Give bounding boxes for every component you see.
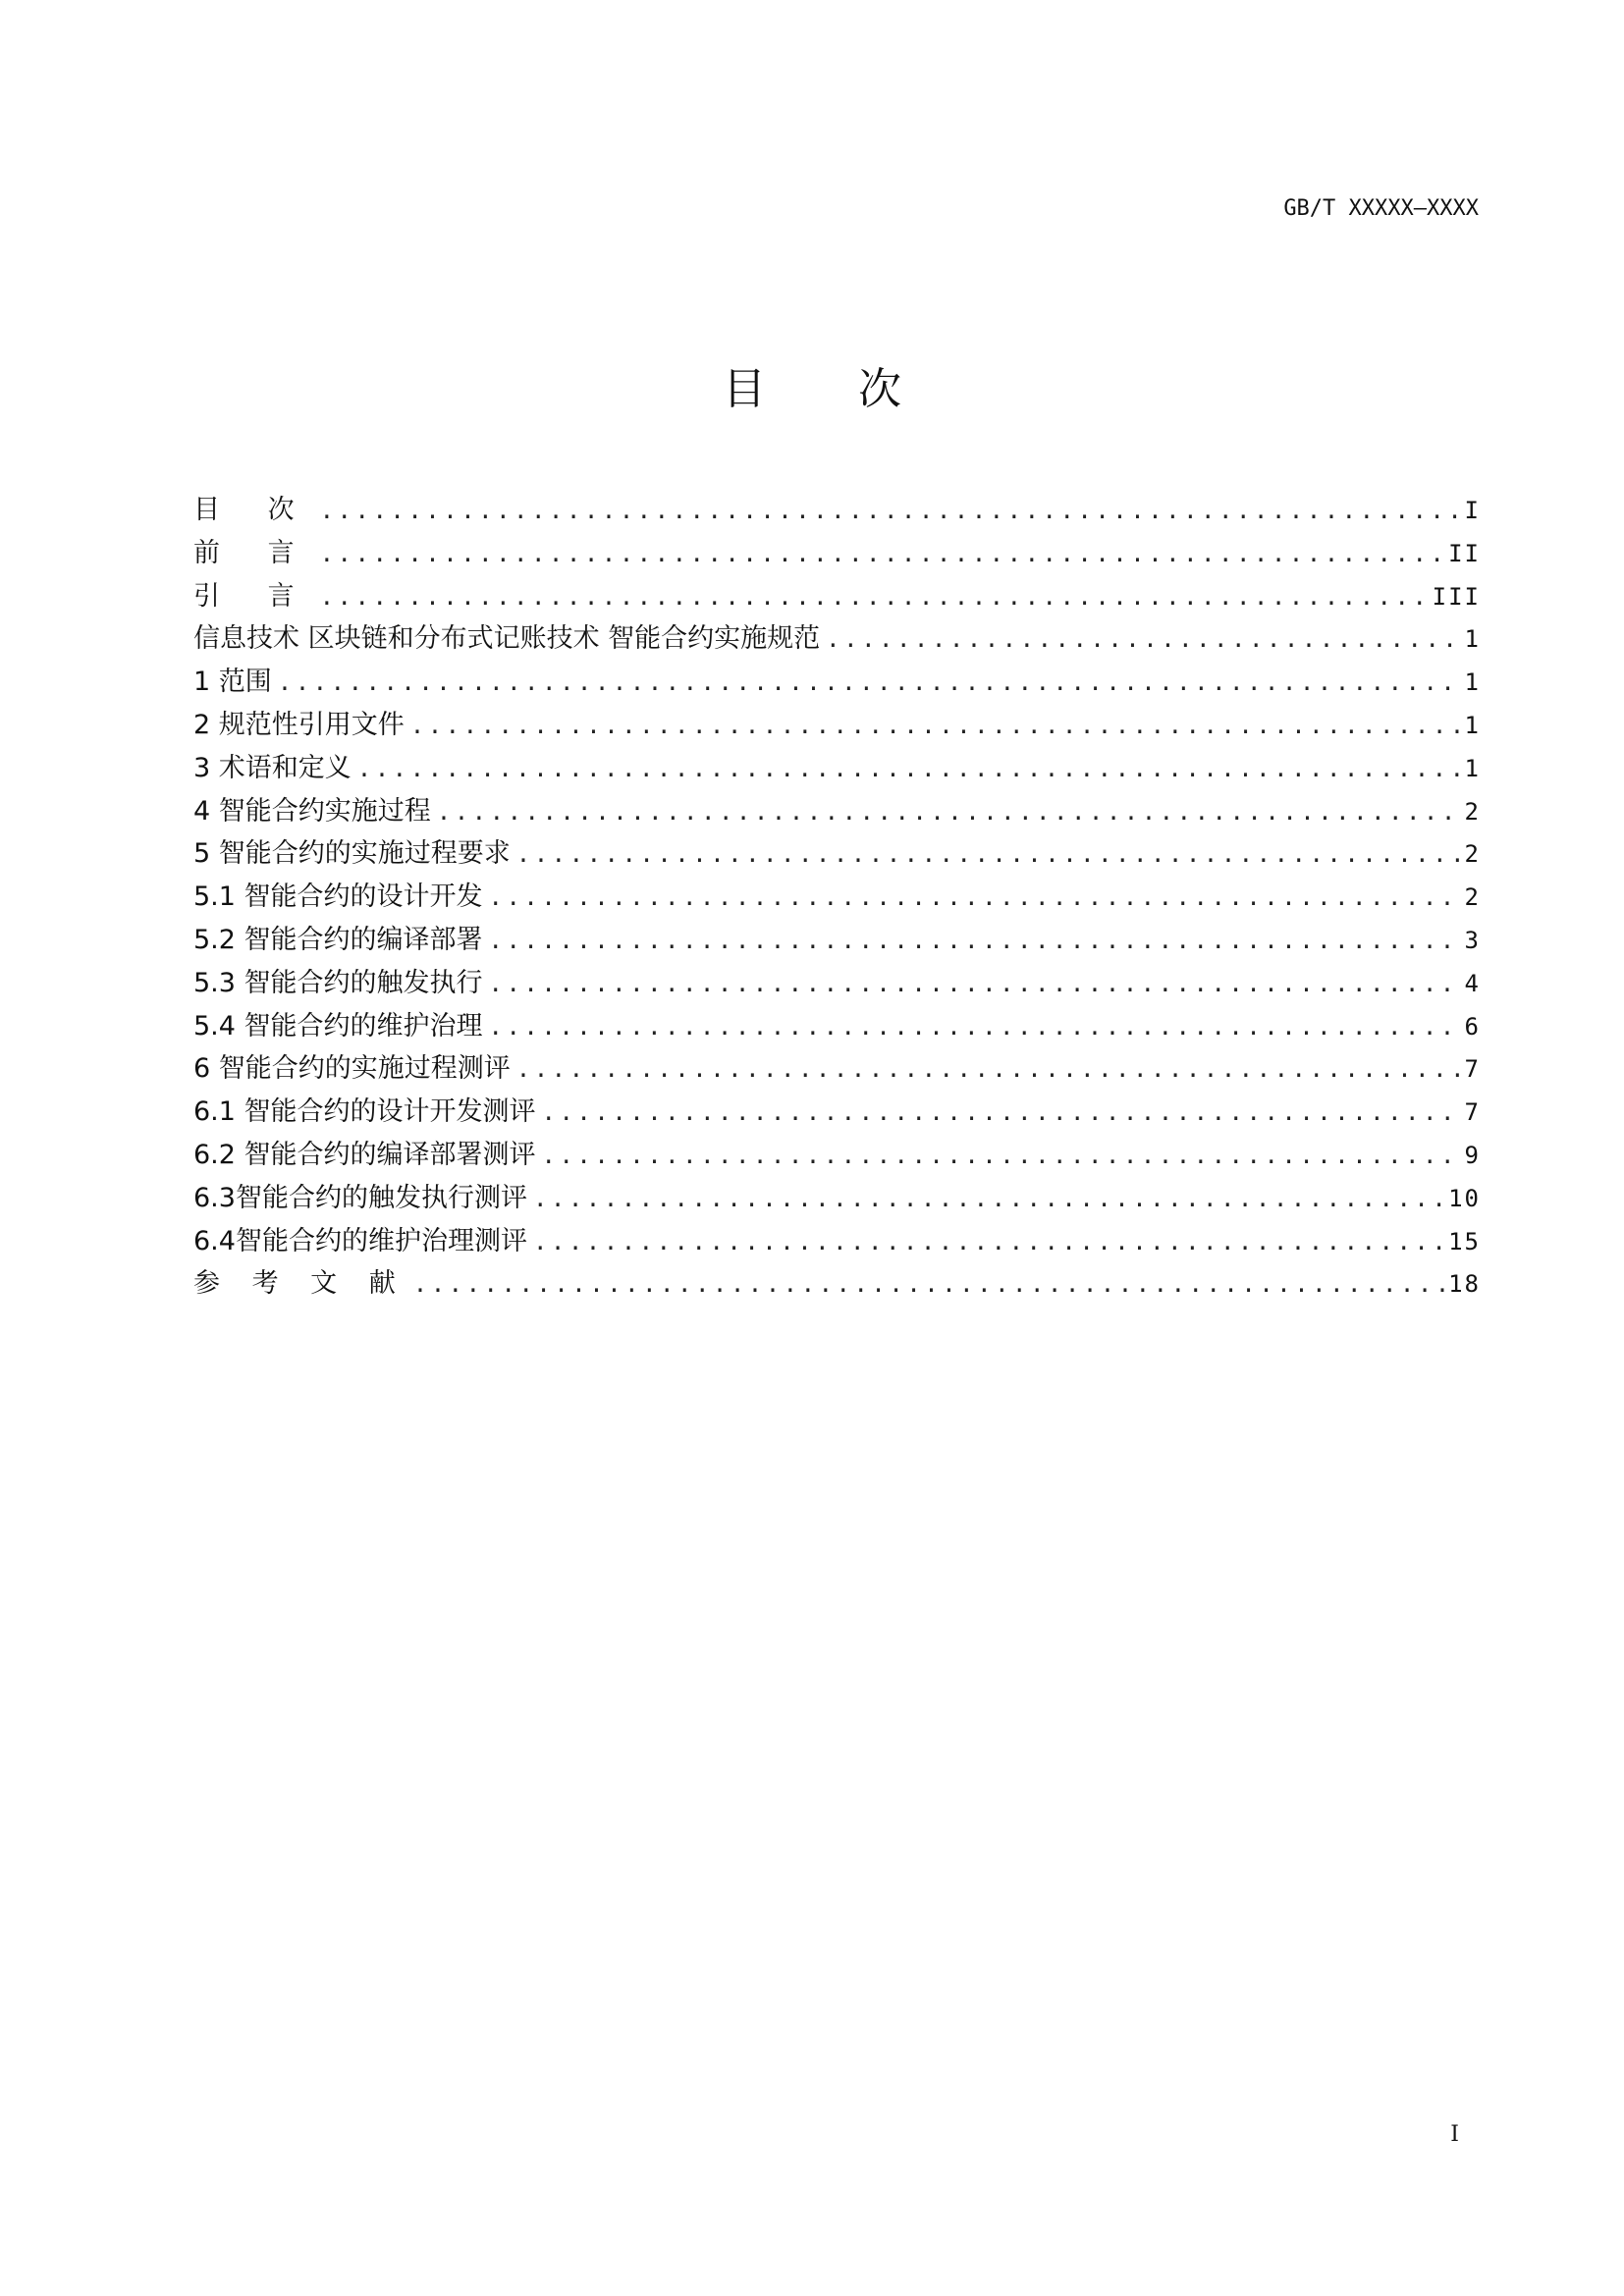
- toc-entry-label: 5 智能合约的实施过程要求: [193, 838, 511, 870]
- toc-dot-leader: [533, 1178, 1444, 1221]
- toc-title: 目 次: [723, 364, 941, 414]
- toc-entry-section-5[interactable]: [193, 832, 1481, 876]
- toc-dot-leader: [489, 963, 1461, 1006]
- toc-entry-section-3[interactable]: [193, 747, 1481, 790]
- toc-entry-section-1[interactable]: [193, 661, 1481, 704]
- toc-entry-section-5-4[interactable]: [193, 1005, 1481, 1048]
- toc-entry-label: 前 言: [193, 537, 314, 568]
- toc-dot-leader: [320, 576, 1429, 619]
- table-of-contents: [193, 489, 1481, 1306]
- toc-dot-leader: [826, 618, 1460, 662]
- toc-entry-page: 10: [1448, 1184, 1481, 1212]
- toc-entry-page: 3: [1464, 926, 1481, 954]
- toc-entry-page: 4: [1464, 969, 1481, 997]
- toc-dot-leader: [357, 748, 1461, 791]
- toc-entry-page: 1: [1464, 711, 1481, 739]
- toc-dot-leader: [278, 662, 1461, 705]
- toc-entry-label: 4 智能合约实施过程: [193, 795, 431, 827]
- toc-dot-leader: [320, 490, 1461, 533]
- toc-entry-page: 6: [1464, 1012, 1481, 1041]
- toc-entry-label: 6.2 智能合约的编译部署测评: [193, 1139, 536, 1170]
- toc-entry-label: 1 范围: [193, 667, 272, 698]
- toc-entry-label: 6.4智能合约的维护治理测评: [193, 1225, 527, 1256]
- toc-entry-page: 9: [1464, 1141, 1481, 1169]
- toc-entry-bibliography[interactable]: [193, 1262, 1481, 1306]
- toc-entry-page: 7: [1464, 1055, 1481, 1084]
- toc-entry-introduction[interactable]: [193, 575, 1481, 618]
- toc-entry-label: 6.1 智能合约的设计开发测评: [193, 1096, 536, 1128]
- toc-entry-section-4[interactable]: [193, 790, 1481, 833]
- toc-entry-section-6[interactable]: [193, 1047, 1481, 1091]
- toc-entry-page: 18: [1448, 1270, 1481, 1299]
- toc-entry-label: 6 智能合约的实施过程测评: [193, 1053, 511, 1085]
- toc-dot-leader: [410, 705, 1461, 748]
- toc-entry-page: 1: [1464, 668, 1481, 697]
- toc-entry-label: 5.2 智能合约的编译部署: [193, 924, 483, 955]
- toc-entry-page: I: [1464, 497, 1481, 524]
- toc-dot-leader: [489, 877, 1461, 920]
- toc-dot-leader: [489, 920, 1461, 963]
- toc-dot-leader: [437, 791, 1461, 834]
- toc-entry-label: 引 言: [193, 580, 314, 612]
- toc-entry-section-6-2[interactable]: [193, 1134, 1481, 1177]
- toc-entry-section-5-3[interactable]: [193, 962, 1481, 1005]
- toc-dot-leader: [542, 1092, 1461, 1135]
- toc-entry-page: II: [1448, 539, 1481, 567]
- toc-entry-label: 目 次: [193, 495, 314, 525]
- toc-entry-label: 参 考 文 献: [193, 1268, 407, 1300]
- toc-entry-foreword[interactable]: [193, 532, 1481, 575]
- toc-dot-leader: [413, 1263, 1444, 1307]
- toc-dot-leader: [489, 1006, 1461, 1049]
- toc-dot-leader: [533, 1221, 1444, 1264]
- toc-entry-label: 5.3 智能合约的触发执行: [193, 967, 483, 998]
- page-number: I: [1450, 2122, 1459, 2147]
- toc-entry-section-6-4[interactable]: [193, 1220, 1481, 1263]
- toc-entry-section-5-1[interactable]: [193, 876, 1481, 919]
- toc-dot-leader: [320, 533, 1445, 576]
- toc-dot-leader: [516, 833, 1461, 877]
- toc-entry-section-6-1[interactable]: [193, 1091, 1481, 1134]
- toc-entry-section-6-3[interactable]: [193, 1177, 1481, 1220]
- toc-entry-document-title[interactable]: [193, 617, 1481, 661]
- toc-entry-label: 5.4 智能合约的维护治理: [193, 1010, 483, 1041]
- toc-entry-section-5-2[interactable]: [193, 919, 1481, 962]
- toc-entry-page: 2: [1464, 840, 1481, 869]
- toc-entry-label: 5.1 智能合约的设计开发: [193, 881, 483, 913]
- toc-entry-page: 7: [1464, 1098, 1481, 1127]
- toc-dot-leader: [542, 1135, 1461, 1178]
- toc-entry-contents[interactable]: [193, 489, 1481, 532]
- toc-entry-label: 2 规范性引用文件: [193, 709, 405, 740]
- document-code: GB/T XXXXX—XXXX: [1283, 196, 1479, 221]
- toc-entry-page: 1: [1464, 754, 1481, 782]
- toc-entry-page: 15: [1448, 1227, 1481, 1255]
- toc-entry-label: 3 术语和定义: [193, 752, 352, 783]
- toc-entry-label: 6.3智能合约的触发执行测评: [193, 1182, 527, 1213]
- toc-entry-label: 信息技术 区块链和分布式记账技术 智能合约实施规范: [193, 623, 821, 655]
- toc-entry-page: 2: [1464, 797, 1481, 826]
- toc-entry-section-2[interactable]: [193, 704, 1481, 747]
- toc-entry-page: 2: [1464, 883, 1481, 912]
- toc-entry-page: III: [1432, 582, 1481, 611]
- toc-entry-page: 1: [1464, 625, 1481, 654]
- toc-dot-leader: [516, 1048, 1461, 1092]
